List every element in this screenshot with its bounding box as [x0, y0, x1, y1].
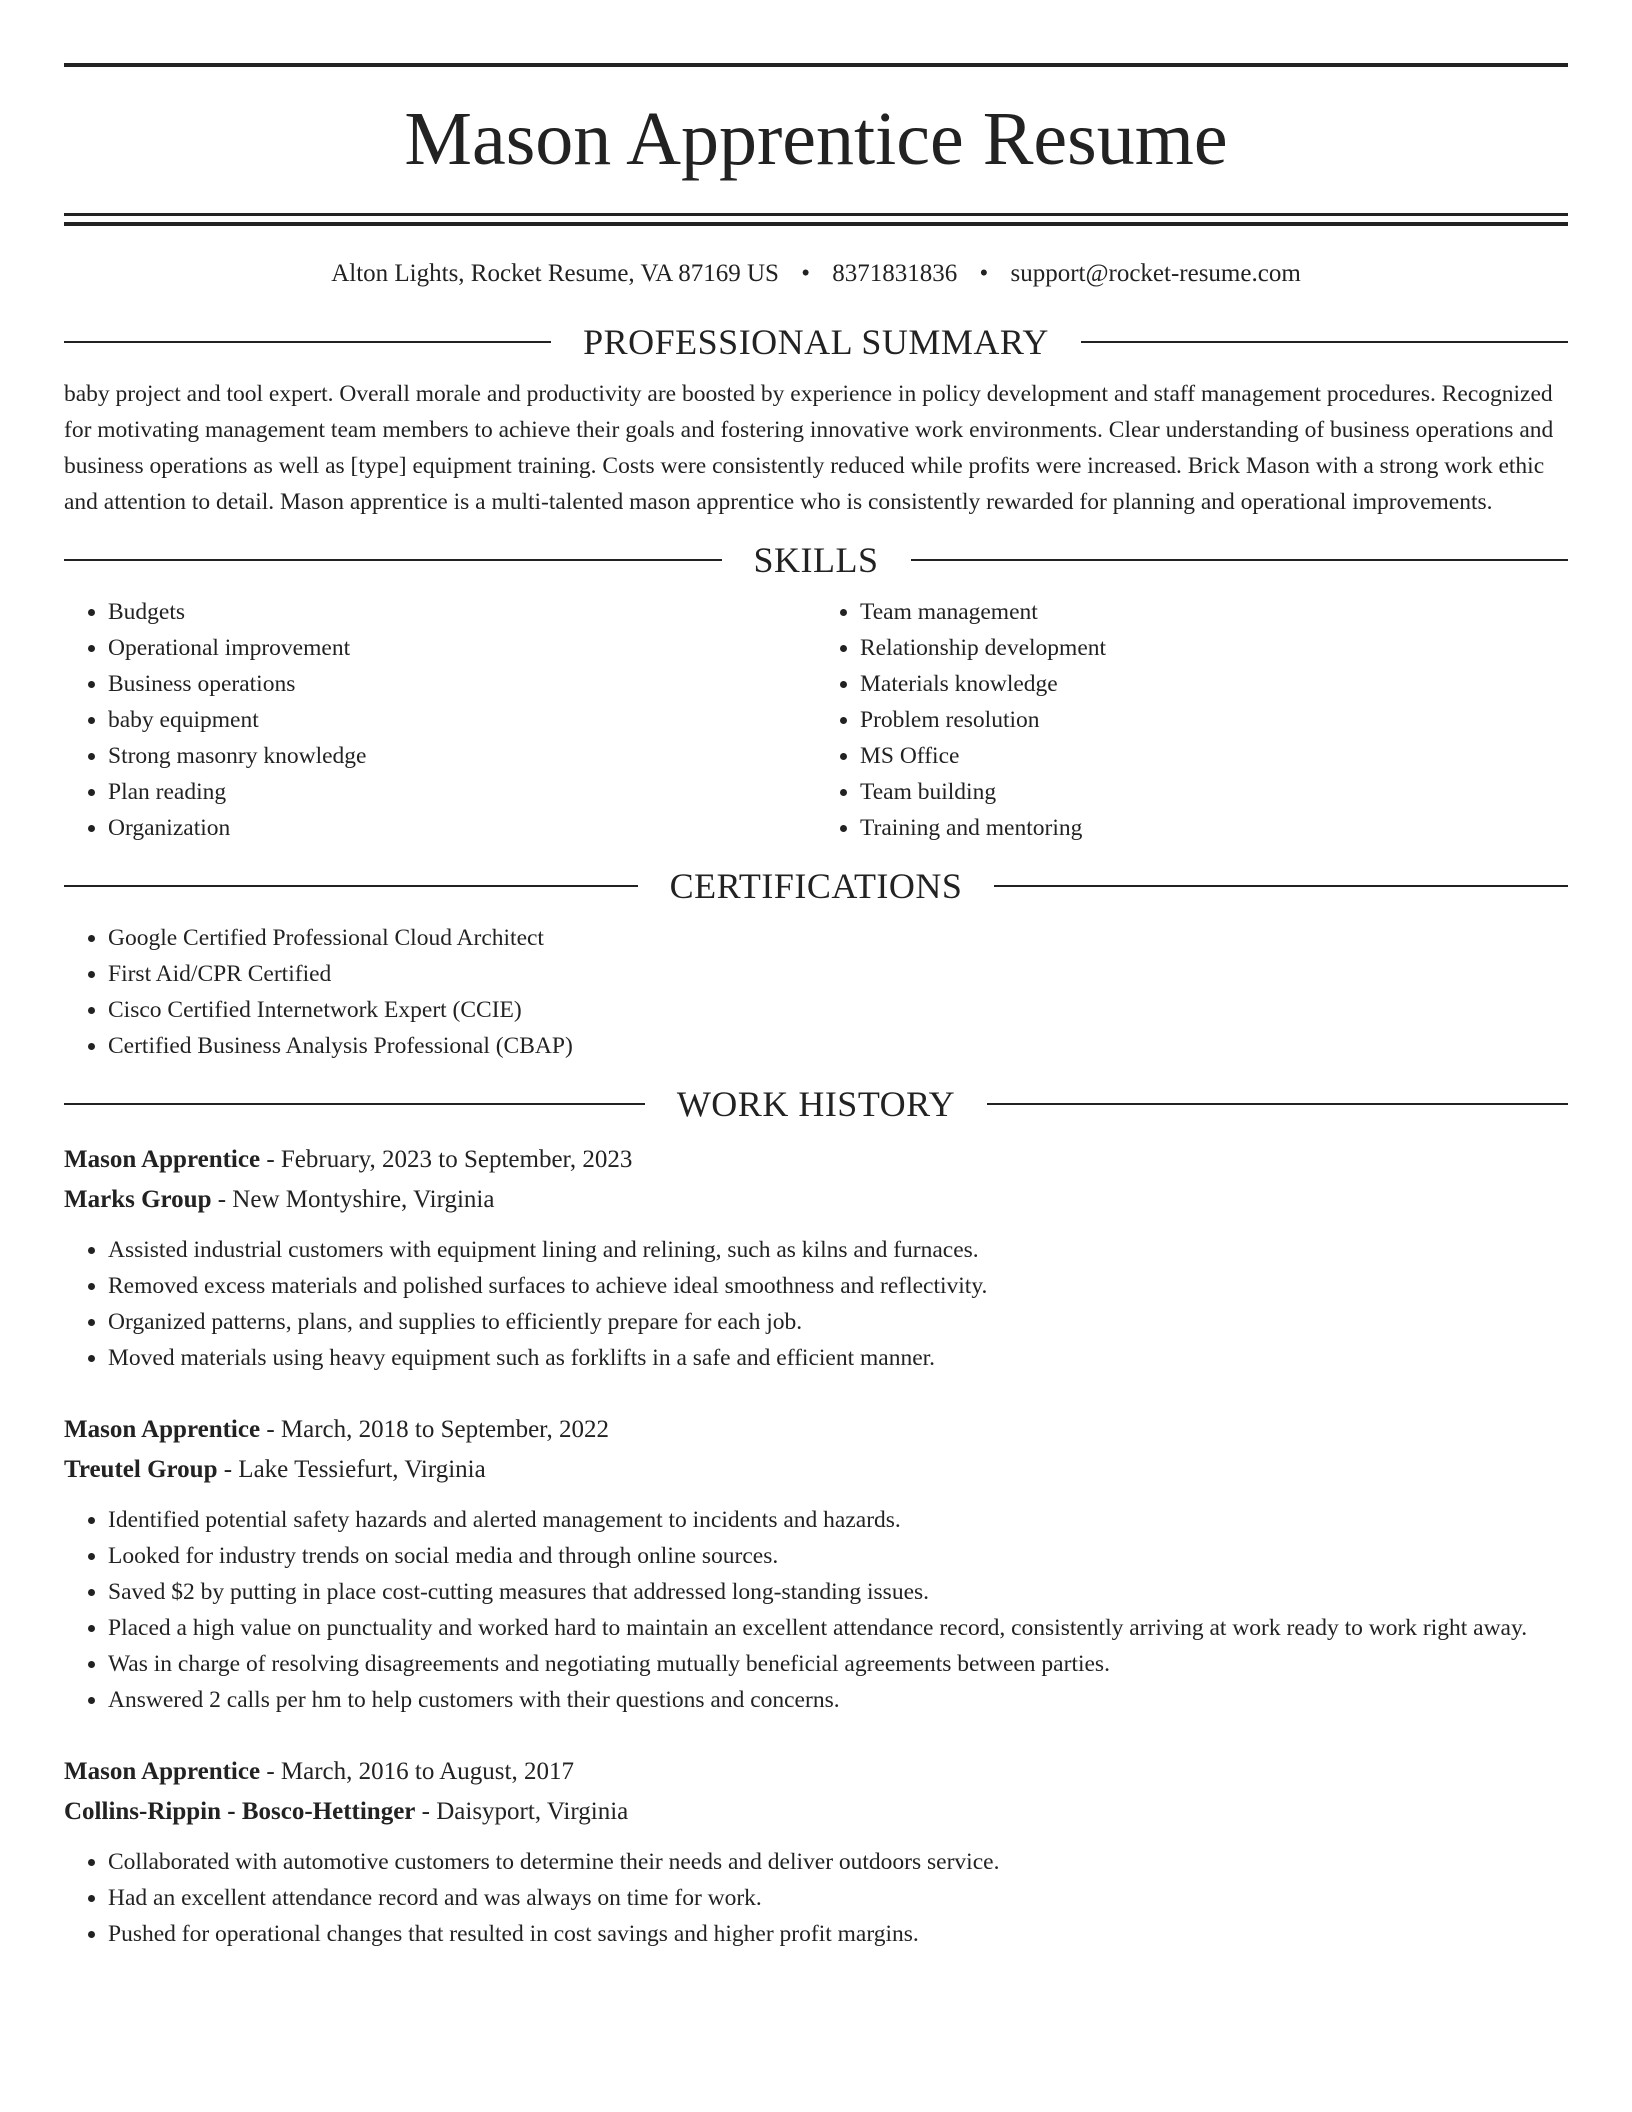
skill-item: • Organization: [108, 810, 816, 846]
contact-phone: 8371831836: [832, 260, 958, 287]
job-bullets: [64, 1844, 1568, 1952]
job-dates: - March, 2016 to August, 2017: [260, 1758, 574, 1785]
job-bullet: • Assisted industrial customers with equipment lining and relining, such as kilns and furnaces.: [108, 1232, 1568, 1268]
certification-item: • Cisco Certified Internetwork Expert (CCIE): [108, 992, 1568, 1028]
job-dates: - February, 2023 to September, 2023: [260, 1146, 633, 1173]
job-bullet: • Was in charge of resolving disagreements and negotiating mutually beneficial agreements between parties.: [108, 1646, 1568, 1682]
job-bullet: • Organized patterns, plans, and supplies to efficiently prepare for each job.: [108, 1304, 1568, 1340]
summary-text: baby project and tool expert. Overall morale and productivity are boosted by experience in policy development and staff management procedures. Recognized for motivating management team members to achieve their goals and fostering innovative work environments. Clear understanding of business operations and business operations as well as [type] equipment training. Costs were consistently reduced while profits were increased. Brick Mason with a strong work ethic and attention to detail. Mason apprentice is a multi-talented mason apprentice who is consistently rewarded for planning and operational improvements.: [64, 381, 1554, 515]
job-company-line: [64, 1792, 1568, 1832]
contact-address: Alton Lights, Rocket Resume, VA 87169 US: [331, 260, 779, 287]
certification-item: • Google Certified Professional Cloud Architect: [108, 920, 1568, 956]
section-title: CERTIFICATIONS: [669, 866, 963, 906]
skill-item: • Budgets: [108, 594, 816, 630]
job-bullet: • Collaborated with automotive customers to determine their needs and deliver outdoors service.: [108, 1844, 1568, 1880]
skills-grid: [64, 594, 1568, 846]
heading-rule-left: [64, 341, 551, 343]
top-rule: [64, 63, 1568, 67]
job-entry: [64, 1140, 1568, 1376]
skills-heading: [64, 538, 1568, 582]
job-bullets: [64, 1502, 1568, 1718]
heading-rule-right: [987, 1103, 1568, 1105]
skill-item: • Operational improvement: [108, 630, 816, 666]
job-entry: [64, 1410, 1568, 1718]
skill-item: • MS Office: [860, 738, 1568, 774]
skill-item: • Relationship development: [860, 630, 1568, 666]
job-title: Mason Apprentice: [64, 1416, 261, 1443]
job-bullet: • Identified potential safety hazards and alerted management to incidents and hazards.: [108, 1502, 1568, 1538]
skill-item: • Plan reading: [108, 774, 816, 810]
job-dates: - March, 2018 to September, 2022: [260, 1416, 610, 1443]
certification-item: • Certified Business Analysis Professional (CBAP): [108, 1028, 1568, 1064]
skill-item: • Business operations: [108, 666, 816, 702]
resume-title: Mason Apprentice Resume: [404, 97, 1228, 181]
contact-separator: •: [979, 260, 989, 287]
job-title-line: [64, 1140, 1568, 1180]
job-bullet: • Removed excess materials and polished surfaces to achieve ideal smoothness and reflectivity.: [108, 1268, 1568, 1304]
job-bullet: • Saved $2 by putting in place cost-cutting measures that addressed long-standing issues.: [108, 1574, 1568, 1610]
skill-item: • Team building: [860, 774, 1568, 810]
certification-item: • First Aid/CPR Certified: [108, 956, 1568, 992]
job-bullet: • Had an excellent attendance record and was always on time for work.: [108, 1880, 1568, 1916]
job-company: Treutel Group: [64, 1456, 218, 1483]
job-bullet: • Pushed for operational changes that resulted in cost savings and higher profit margins.: [108, 1916, 1568, 1952]
job-title: Mason Apprentice: [64, 1758, 261, 1785]
job-company: Marks Group: [64, 1186, 212, 1213]
heading-rule-left: [64, 559, 722, 561]
heading-rule-right: [994, 885, 1568, 887]
contact-email: support@rocket-resume.com: [1010, 260, 1301, 287]
job-title-line: [64, 1410, 1568, 1450]
job-bullet: • Placed a high value on punctuality and worked hard to maintain an excellent attendance record, consistently arriving at work ready to work right away.: [108, 1610, 1568, 1646]
job-company-line: [64, 1180, 1568, 1220]
heading-rule-left: [64, 885, 638, 887]
heading-rule-left: [64, 1103, 645, 1105]
skill-item: • Strong masonry knowledge: [108, 738, 816, 774]
skill-item: • Materials knowledge: [860, 666, 1568, 702]
work-history-heading: [64, 1082, 1568, 1126]
job-bullet: • Moved materials using heavy equipment such as forklifts in a safe and efficient manner.: [108, 1340, 1568, 1376]
job-title: Mason Apprentice: [64, 1146, 261, 1173]
heading-rule-right: [911, 559, 1569, 561]
job-location: - Daisyport, Virginia: [415, 1798, 629, 1825]
job-bullet: • Answered 2 calls per hm to help customers with their questions and concerns.: [108, 1682, 1568, 1718]
skill-item: • Problem resolution: [860, 702, 1568, 738]
job-location: - New Montyshire, Virginia: [211, 1186, 495, 1213]
skills-list-left: [64, 594, 816, 846]
job-bullet: • Looked for industry trends on social media and through online sources.: [108, 1538, 1568, 1574]
summary-heading: [64, 320, 1568, 364]
section-title: PROFESSIONAL SUMMARY: [583, 322, 1049, 362]
skill-item: • baby equipment: [108, 702, 816, 738]
job-company-line: [64, 1450, 1568, 1490]
job-company: Collins-Rippin - Bosco-Hettinger: [64, 1798, 416, 1825]
heading-rule-right: [1081, 341, 1568, 343]
certifications-list: [64, 920, 1568, 1064]
job-title-line: [64, 1752, 1568, 1792]
certifications-heading: [64, 864, 1568, 908]
title-double-rule: [64, 213, 1568, 226]
section-title: SKILLS: [753, 540, 879, 580]
skill-item: • Training and mentoring: [860, 810, 1568, 846]
resume-page: [64, 0, 1568, 1952]
contact-separator: •: [801, 260, 810, 287]
section-title: WORK HISTORY: [676, 1084, 956, 1124]
job-entry: [64, 1752, 1568, 1952]
skill-item: • Team management: [860, 594, 1568, 630]
skills-list-right: [816, 594, 1568, 846]
job-bullets: [64, 1232, 1568, 1376]
contact-line: [64, 258, 1568, 290]
job-location: - Lake Tessiefurt, Virginia: [217, 1456, 486, 1483]
